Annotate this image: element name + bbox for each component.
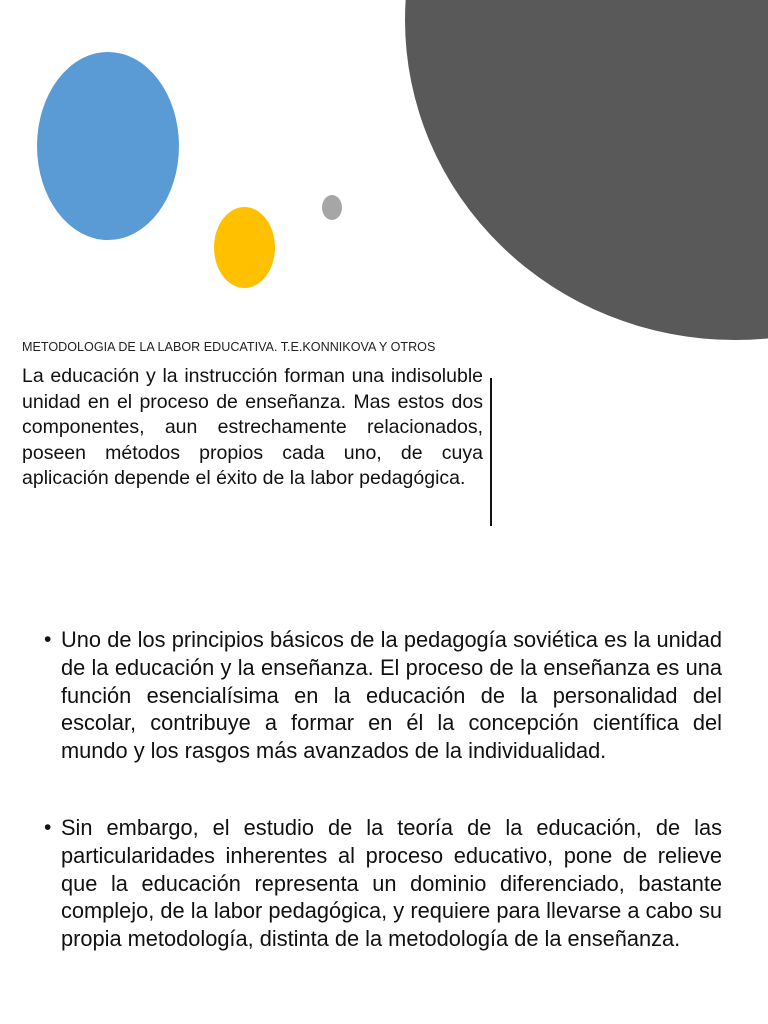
vertical-divider [490,378,492,526]
decorative-yellow-circle [214,207,275,288]
bullet-item-2 [44,814,722,953]
bullet-dot-icon: • [44,628,52,651]
decorative-blue-circle [37,52,179,240]
decorative-small-gray-circle [322,195,342,220]
bullet-dot-icon: • [44,815,52,839]
document-subtitle: METODOLOGIA DE LA LABOR EDUCATIVA. T.E.KONNIKOVA Y OTROS [22,340,436,354]
bullet-item-1 [44,626,722,765]
bullet-text-2: Sin embargo, el estudio de la teoría de la educación, de las particularidades inherentes al proceso educativo, pone de relieve que la educación representa un dominio diferenciado, bastante complejo, de la labor pedagógica, y requiere para llevarse a cabo su propia metodología, distinta de la metodología de la enseñanza. [61,814,722,952]
bullet-list [44,626,722,1002]
bullet-text-1: Uno de los principios básicos de la pedagogía soviética es la unidad de la educación y la enseñanza. El proceso de la enseñanza es una función esencialísima en la educación de la personalidad del escolar, contribuye a formar en él la concepción científica del mundo y los rasgos más avanzados de la individualidad. [61,627,722,764]
intro-paragraph: La educación y la instrucción forman una indisoluble unidad en el proceso de enseñanza. Mas estos dos componentes, aun estrechamente relacionados, poseen métodos propios cada uno, de cuya aplicación depende el éxito de la labor pedagógica. [22,365,483,490]
decorative-large-gray-circle [405,0,768,340]
